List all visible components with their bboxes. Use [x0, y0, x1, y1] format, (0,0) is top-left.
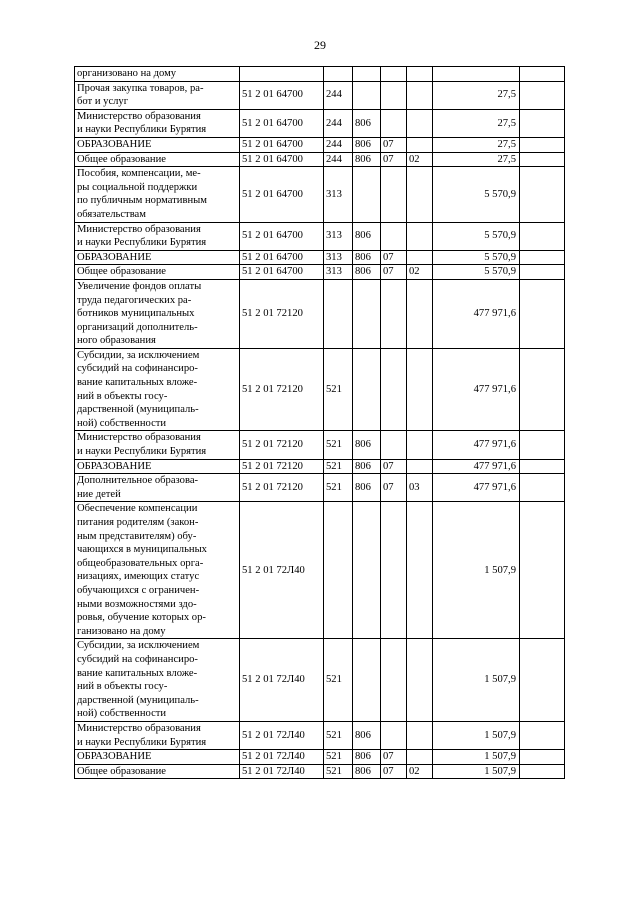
table-row: [75, 348, 565, 431]
subsection-code-cell: [407, 721, 433, 749]
target-article-code-cell: 51 2 01 72120: [240, 459, 324, 474]
table-row: [75, 152, 565, 167]
target-article-code-cell: 51 2 01 64700: [240, 222, 324, 250]
target-article-code-cell: 51 2 01 64700: [240, 152, 324, 167]
amount-cell: 1 507,9: [433, 639, 520, 722]
row-name-cell: Общее образование: [75, 265, 240, 280]
subsection-code-cell: [407, 279, 433, 348]
section-code-cell: 07: [381, 750, 407, 765]
ministry-code-cell: [353, 67, 381, 82]
section-code-cell: [381, 721, 407, 749]
section-code-cell: [381, 639, 407, 722]
section-code-cell: [381, 431, 407, 459]
ministry-code-cell: [353, 167, 381, 222]
amount-cell: 27,5: [433, 152, 520, 167]
ministry-code-cell: [353, 639, 381, 722]
expense-type-code-cell: 244: [324, 109, 353, 137]
amount-cell: 1 507,9: [433, 750, 520, 765]
amount-cell: 477 971,6: [433, 459, 520, 474]
ministry-code-cell: [353, 502, 381, 639]
extra-empty-cell: [520, 721, 565, 749]
subsection-code-cell: [407, 222, 433, 250]
extra-empty-cell: [520, 67, 565, 82]
expense-type-code-cell: 521: [324, 721, 353, 749]
subsection-code-cell: [407, 750, 433, 765]
extra-empty-cell: [520, 109, 565, 137]
row-name-cell: Министерство образования и науки Республики Бурятия: [75, 431, 240, 459]
table-row: [75, 459, 565, 474]
expense-type-code-cell: 244: [324, 137, 353, 152]
subsection-code-cell: [407, 348, 433, 431]
row-name-cell: Субсидии, за исключением субсидий на софинансиро- вание капитальных вложе- ний в объекты госу- дарственной (муниципаль- ной) собственности: [75, 348, 240, 431]
ministry-code-cell: 806: [353, 459, 381, 474]
section-code-cell: 07: [381, 459, 407, 474]
amount-cell: 1 507,9: [433, 502, 520, 639]
row-name-cell: Общее образование: [75, 152, 240, 167]
expense-type-code-cell: 521: [324, 459, 353, 474]
ministry-code-cell: 806: [353, 474, 381, 502]
target-article-code-cell: 51 2 01 64700: [240, 137, 324, 152]
subsection-code-cell: [407, 502, 433, 639]
section-code-cell: [381, 502, 407, 639]
expense-type-code-cell: 521: [324, 431, 353, 459]
subsection-code-cell: [407, 459, 433, 474]
table-row: [75, 750, 565, 765]
ministry-code-cell: 806: [353, 431, 381, 459]
table-row: [75, 67, 565, 82]
subsection-code-cell: [407, 137, 433, 152]
extra-empty-cell: [520, 81, 565, 109]
table-row: [75, 474, 565, 502]
amount-cell: 477 971,6: [433, 431, 520, 459]
amount-cell: 5 570,9: [433, 167, 520, 222]
page-number: 29: [314, 38, 326, 52]
subsection-code-cell: [407, 109, 433, 137]
ministry-code-cell: 806: [353, 222, 381, 250]
target-article-code-cell: 51 2 01 72Л40: [240, 639, 324, 722]
expense-type-code-cell: 244: [324, 152, 353, 167]
expense-type-code-cell: 313: [324, 265, 353, 280]
amount-cell: 27,5: [433, 137, 520, 152]
table-row: [75, 109, 565, 137]
row-name-cell: Дополнительное образова- ние детей: [75, 474, 240, 502]
ministry-code-cell: 806: [353, 721, 381, 749]
ministry-code-cell: [353, 279, 381, 348]
section-code-cell: [381, 348, 407, 431]
ministry-code-cell: [353, 81, 381, 109]
section-code-cell: [381, 279, 407, 348]
target-article-code-cell: 51 2 01 72120: [240, 431, 324, 459]
table-row: [75, 279, 565, 348]
subsection-code-cell: 02: [407, 764, 433, 779]
amount-cell: [433, 67, 520, 82]
table-row: [75, 81, 565, 109]
extra-empty-cell: [520, 502, 565, 639]
section-code-cell: [381, 109, 407, 137]
row-name-cell: Прочая закупка товаров, ра- бот и услуг: [75, 81, 240, 109]
expense-type-code-cell: 521: [324, 474, 353, 502]
row-name-cell: Увеличение фондов оплаты труда педагогических ра- ботников муниципальных организаций дополнитель- ного образования: [75, 279, 240, 348]
target-article-code-cell: 51 2 01 64700: [240, 109, 324, 137]
table-row: [75, 250, 565, 265]
section-code-cell: 07: [381, 764, 407, 779]
table-row: [75, 431, 565, 459]
amount-cell: 1 507,9: [433, 764, 520, 779]
budget-table: [74, 66, 565, 779]
row-name-cell: Общее образование: [75, 764, 240, 779]
expense-type-code-cell: 521: [324, 639, 353, 722]
target-article-code-cell: 51 2 01 64700: [240, 81, 324, 109]
section-code-cell: [381, 67, 407, 82]
target-article-code-cell: 51 2 01 72Л40: [240, 502, 324, 639]
amount-cell: 5 570,9: [433, 250, 520, 265]
extra-empty-cell: [520, 348, 565, 431]
subsection-code-cell: [407, 431, 433, 459]
extra-empty-cell: [520, 167, 565, 222]
row-name-cell: Министерство образования и науки Республики Бурятия: [75, 222, 240, 250]
extra-empty-cell: [520, 474, 565, 502]
row-name-cell: Субсидии, за исключением субсидий на софинансиро- вание капитальных вложе- ний в объекты госу- дарственной (муниципаль- ной) собственности: [75, 639, 240, 722]
section-code-cell: [381, 222, 407, 250]
section-code-cell: 07: [381, 474, 407, 502]
table-row: [75, 265, 565, 280]
section-code-cell: [381, 81, 407, 109]
target-article-code-cell: 51 2 01 72Л40: [240, 750, 324, 765]
expense-type-code-cell: 521: [324, 764, 353, 779]
table-row: [75, 502, 565, 639]
extra-empty-cell: [520, 750, 565, 765]
expense-type-code-cell: [324, 502, 353, 639]
expense-type-code-cell: 521: [324, 750, 353, 765]
expense-type-code-cell: [324, 279, 353, 348]
expense-type-code-cell: 313: [324, 167, 353, 222]
amount-cell: 5 570,9: [433, 222, 520, 250]
extra-empty-cell: [520, 137, 565, 152]
ministry-code-cell: 806: [353, 764, 381, 779]
extra-empty-cell: [520, 459, 565, 474]
table-row: [75, 137, 565, 152]
subsection-code-cell: [407, 639, 433, 722]
target-article-code-cell: 51 2 01 64700: [240, 265, 324, 280]
ministry-code-cell: 806: [353, 265, 381, 280]
extra-empty-cell: [520, 764, 565, 779]
target-article-code-cell: 51 2 01 72Л40: [240, 764, 324, 779]
table-row: [75, 222, 565, 250]
ministry-code-cell: 806: [353, 137, 381, 152]
row-name-cell: ОБРАЗОВАНИЕ: [75, 459, 240, 474]
row-name-cell: организовано на дому: [75, 67, 240, 82]
amount-cell: 1 507,9: [433, 721, 520, 749]
expense-type-code-cell: 313: [324, 250, 353, 265]
ministry-code-cell: [353, 348, 381, 431]
table-row: [75, 639, 565, 722]
amount-cell: 477 971,6: [433, 474, 520, 502]
row-name-cell: Министерство образования и науки Республики Бурятия: [75, 109, 240, 137]
row-name-cell: ОБРАЗОВАНИЕ: [75, 137, 240, 152]
expense-type-code-cell: 244: [324, 81, 353, 109]
target-article-code-cell: 51 2 01 64700: [240, 167, 324, 222]
target-article-code-cell: 51 2 01 72Л40: [240, 721, 324, 749]
target-article-code-cell: 51 2 01 64700: [240, 250, 324, 265]
target-article-code-cell: 51 2 01 72120: [240, 279, 324, 348]
expense-type-code-cell: [324, 67, 353, 82]
table-row: [75, 167, 565, 222]
target-article-code-cell: 51 2 01 72120: [240, 474, 324, 502]
amount-cell: 477 971,6: [433, 279, 520, 348]
table-row: [75, 764, 565, 779]
amount-cell: 477 971,6: [433, 348, 520, 431]
section-code-cell: 07: [381, 265, 407, 280]
row-name-cell: ОБРАЗОВАНИЕ: [75, 250, 240, 265]
subsection-code-cell: 02: [407, 152, 433, 167]
ministry-code-cell: 806: [353, 250, 381, 265]
extra-empty-cell: [520, 152, 565, 167]
section-code-cell: 07: [381, 137, 407, 152]
amount-cell: 27,5: [433, 109, 520, 137]
ministry-code-cell: 806: [353, 152, 381, 167]
row-name-cell: Министерство образования и науки Республики Бурятия: [75, 721, 240, 749]
amount-cell: 27,5: [433, 81, 520, 109]
subsection-code-cell: [407, 167, 433, 222]
extra-empty-cell: [520, 222, 565, 250]
amount-cell: 5 570,9: [433, 265, 520, 280]
extra-empty-cell: [520, 250, 565, 265]
row-name-cell: Обеспечение компенсации питания родителям (закон- ным представителям) обу- чающихся в муниципальных общеобразовательных орга- низациях, имеющих статус обучающихся с ограничен- ными возможностями здо- ровья, обучение которых ор- ганизовано на дому: [75, 502, 240, 639]
ministry-code-cell: 806: [353, 750, 381, 765]
subsection-code-cell: [407, 250, 433, 265]
expense-type-code-cell: 521: [324, 348, 353, 431]
extra-empty-cell: [520, 279, 565, 348]
subsection-code-cell: [407, 67, 433, 82]
section-code-cell: 07: [381, 250, 407, 265]
row-name-cell: Пособия, компенсации, ме- ры социальной поддержки по публичным нормативным обязательствам: [75, 167, 240, 222]
table-row: [75, 721, 565, 749]
subsection-code-cell: 03: [407, 474, 433, 502]
target-article-code-cell: [240, 67, 324, 82]
expense-type-code-cell: 313: [324, 222, 353, 250]
extra-empty-cell: [520, 639, 565, 722]
table-body: [75, 67, 565, 779]
row-name-cell: ОБРАЗОВАНИЕ: [75, 750, 240, 765]
ministry-code-cell: 806: [353, 109, 381, 137]
extra-empty-cell: [520, 265, 565, 280]
extra-empty-cell: [520, 431, 565, 459]
section-code-cell: [381, 167, 407, 222]
subsection-code-cell: [407, 81, 433, 109]
subsection-code-cell: 02: [407, 265, 433, 280]
target-article-code-cell: 51 2 01 72120: [240, 348, 324, 431]
section-code-cell: 07: [381, 152, 407, 167]
